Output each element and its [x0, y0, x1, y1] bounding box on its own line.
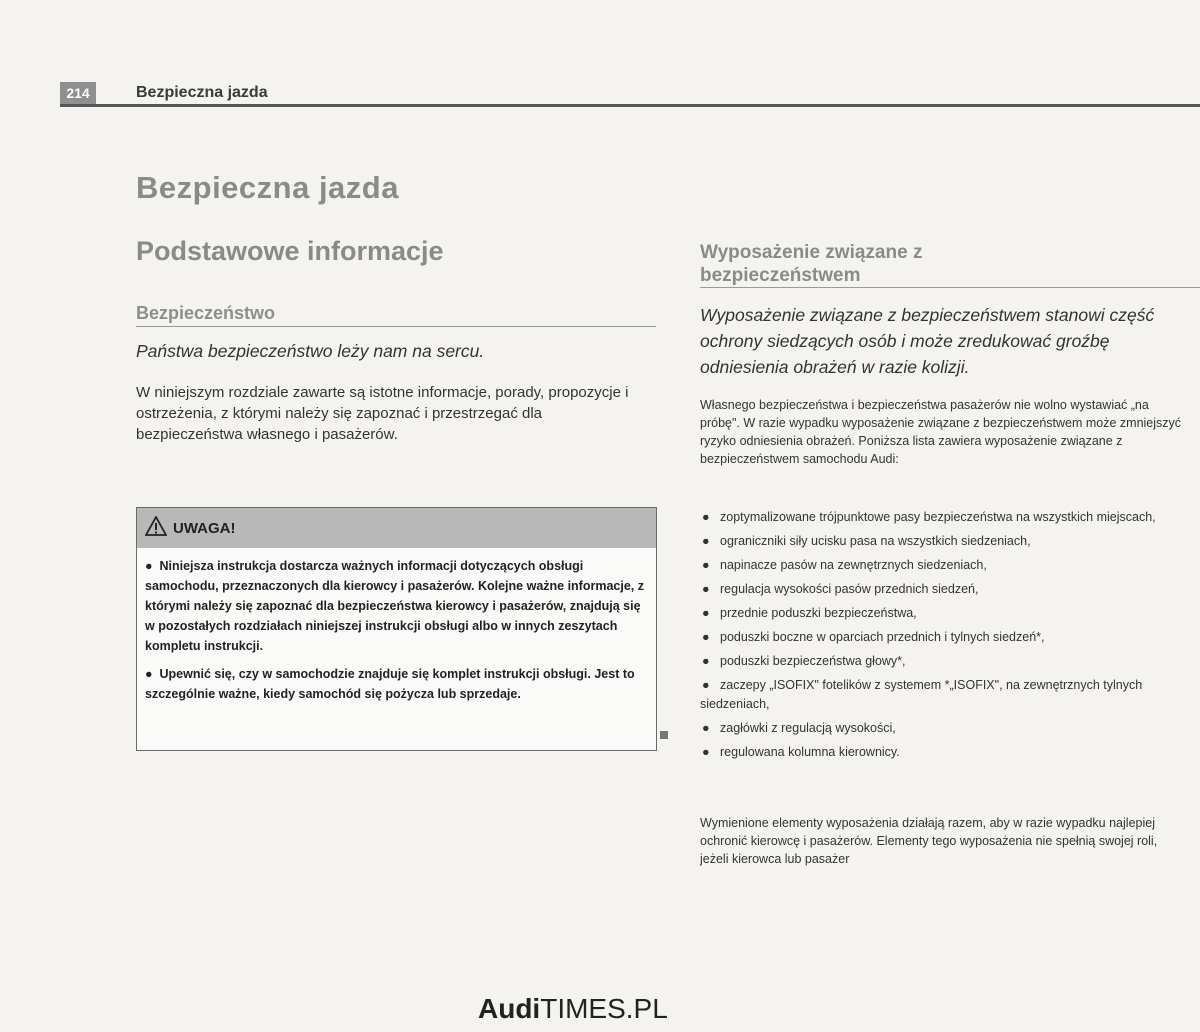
bullet-icon: ● — [702, 678, 710, 692]
warning-label: UWAGA! — [173, 519, 236, 537]
list-item: ● regulowana kolumna kierownicy. — [700, 743, 1188, 762]
warning-box — [136, 507, 657, 751]
section-title: Podstawowe informacje — [136, 236, 444, 266]
warning-triangle-icon — [145, 516, 167, 540]
list-item: ● regulacja wysokości pasów przednich siedzeń, — [700, 580, 1188, 599]
warning-header — [137, 508, 656, 548]
list-item: ● zaczepy „ISOFIX" fotelików z systemem *„ISOFIX", na zewnętrznych tylnych siedzeniach, — [700, 678, 1143, 711]
header-divider — [60, 104, 1200, 107]
right-lead-paragraph: Wyposażenie związane z bezpieczeństwem stanowi część ochrony siedzących osób i może zredukować groźbę odniesienia obrażeń w razie kolizji. — [700, 305, 1155, 377]
list-item: ● przednie poduszki bezpieczeństwa, — [700, 604, 1188, 623]
right-section-title: Wyposażenie związane z bezpieczeństwem — [700, 242, 923, 286]
bullet-icon: ● — [702, 630, 710, 644]
warning-item: ● Upewnić się, czy w samochodzie znajduje się komplet instrukcji obsługi. Jest to szczególnie ważne, kiedy samochód się pożycza lub sprzedaje. — [145, 667, 635, 701]
bullet-icon: ● — [702, 654, 710, 668]
safety-equipment-list — [700, 508, 1188, 767]
list-item: ● ograniczniki siły ucisku pasa na wszystkich siedzeniach, — [700, 532, 1188, 551]
bullet-icon: ● — [702, 745, 710, 759]
bullet-icon: ● — [702, 721, 710, 735]
list-item: ● zagłówki z regulacją wysokości, — [700, 719, 1188, 738]
bullet-icon: ● — [702, 606, 710, 620]
bullet-icon: ● — [702, 582, 710, 596]
section-end-marker — [660, 731, 668, 739]
intro-paragraph: W niniejszym rozdziale zawarte są istotne informacje, porady, propozycje i ostrzeżenia, z którymi należy się zapoznać i przestrzegać dla bezpieczeństwa własnego i pasażerów. — [136, 384, 629, 443]
list-item: ● poduszki bezpieczeństwa głowy*, — [700, 652, 1188, 671]
page-number: 214 — [60, 82, 96, 104]
running-header: Bezpieczna jazda — [136, 84, 268, 101]
right-paragraph-1: Własnego bezpieczeństwa i bezpieczeństwa pasażerów nie wolno wystawiać „na próbę". W razie wypadku wyposażenie związane z bezpieczeństwem może zmniejszyć ryzyko odniesienia obrażeń. Poniższa lista zawiera wyposażenie związane z bezpieczeństwem samochodu Audi: — [700, 398, 1182, 466]
warning-item: ● Niniejsza instrukcja dostarcza ważnych informacji dotyczących obsługi samochodu, przeznaczonych dla kierowcy i pasażerów. Kolejne ważne informacje, z którymi należy się zapoznać dla bezpieczeństwa kierowcy i pasażerów, znajdują się w pozostałych rozdziałach niniejszej instrukcji obsługi albo w innych zeszytach kompletu instrukcji. — [145, 559, 644, 653]
chapter-title: Bezpieczna jazda — [136, 170, 399, 205]
list-item: ● napinacze pasów na zewnętrznych siedzeniach, — [700, 556, 1188, 575]
bullet-icon: ● — [145, 667, 160, 681]
list-item: ● zoptymalizowane trójpunktowe pasy bezpieczeństwa na wszystkich miejscach, — [700, 508, 1188, 527]
subsection-title: Bezpieczeństwo — [136, 303, 276, 323]
subsection-divider — [136, 326, 656, 327]
intro-sentence: Państwa bezpieczeństwo leży nam na sercu. — [136, 341, 485, 361]
bullet-icon: ● — [702, 510, 710, 524]
bullet-icon: ● — [702, 534, 710, 548]
right-paragraph-2: Wymienione elementy wyposażenia działają razem, aby w razie wypadku najlepiej ochronić kierowcę i pasażerów. Elementy tego wyposażenia nie spełnią swojej roli, jeżeli kierowca lub pasażer — [700, 816, 1158, 866]
list-item: ● poduszki boczne w oparciach przednich i tylnych siedzeń*, — [700, 628, 1188, 647]
bullet-icon: ● — [702, 558, 710, 572]
right-section-divider — [700, 287, 1200, 288]
footer-logo: AudiTIMES.PL — [478, 993, 668, 1024]
bullet-icon: ● — [145, 559, 160, 573]
